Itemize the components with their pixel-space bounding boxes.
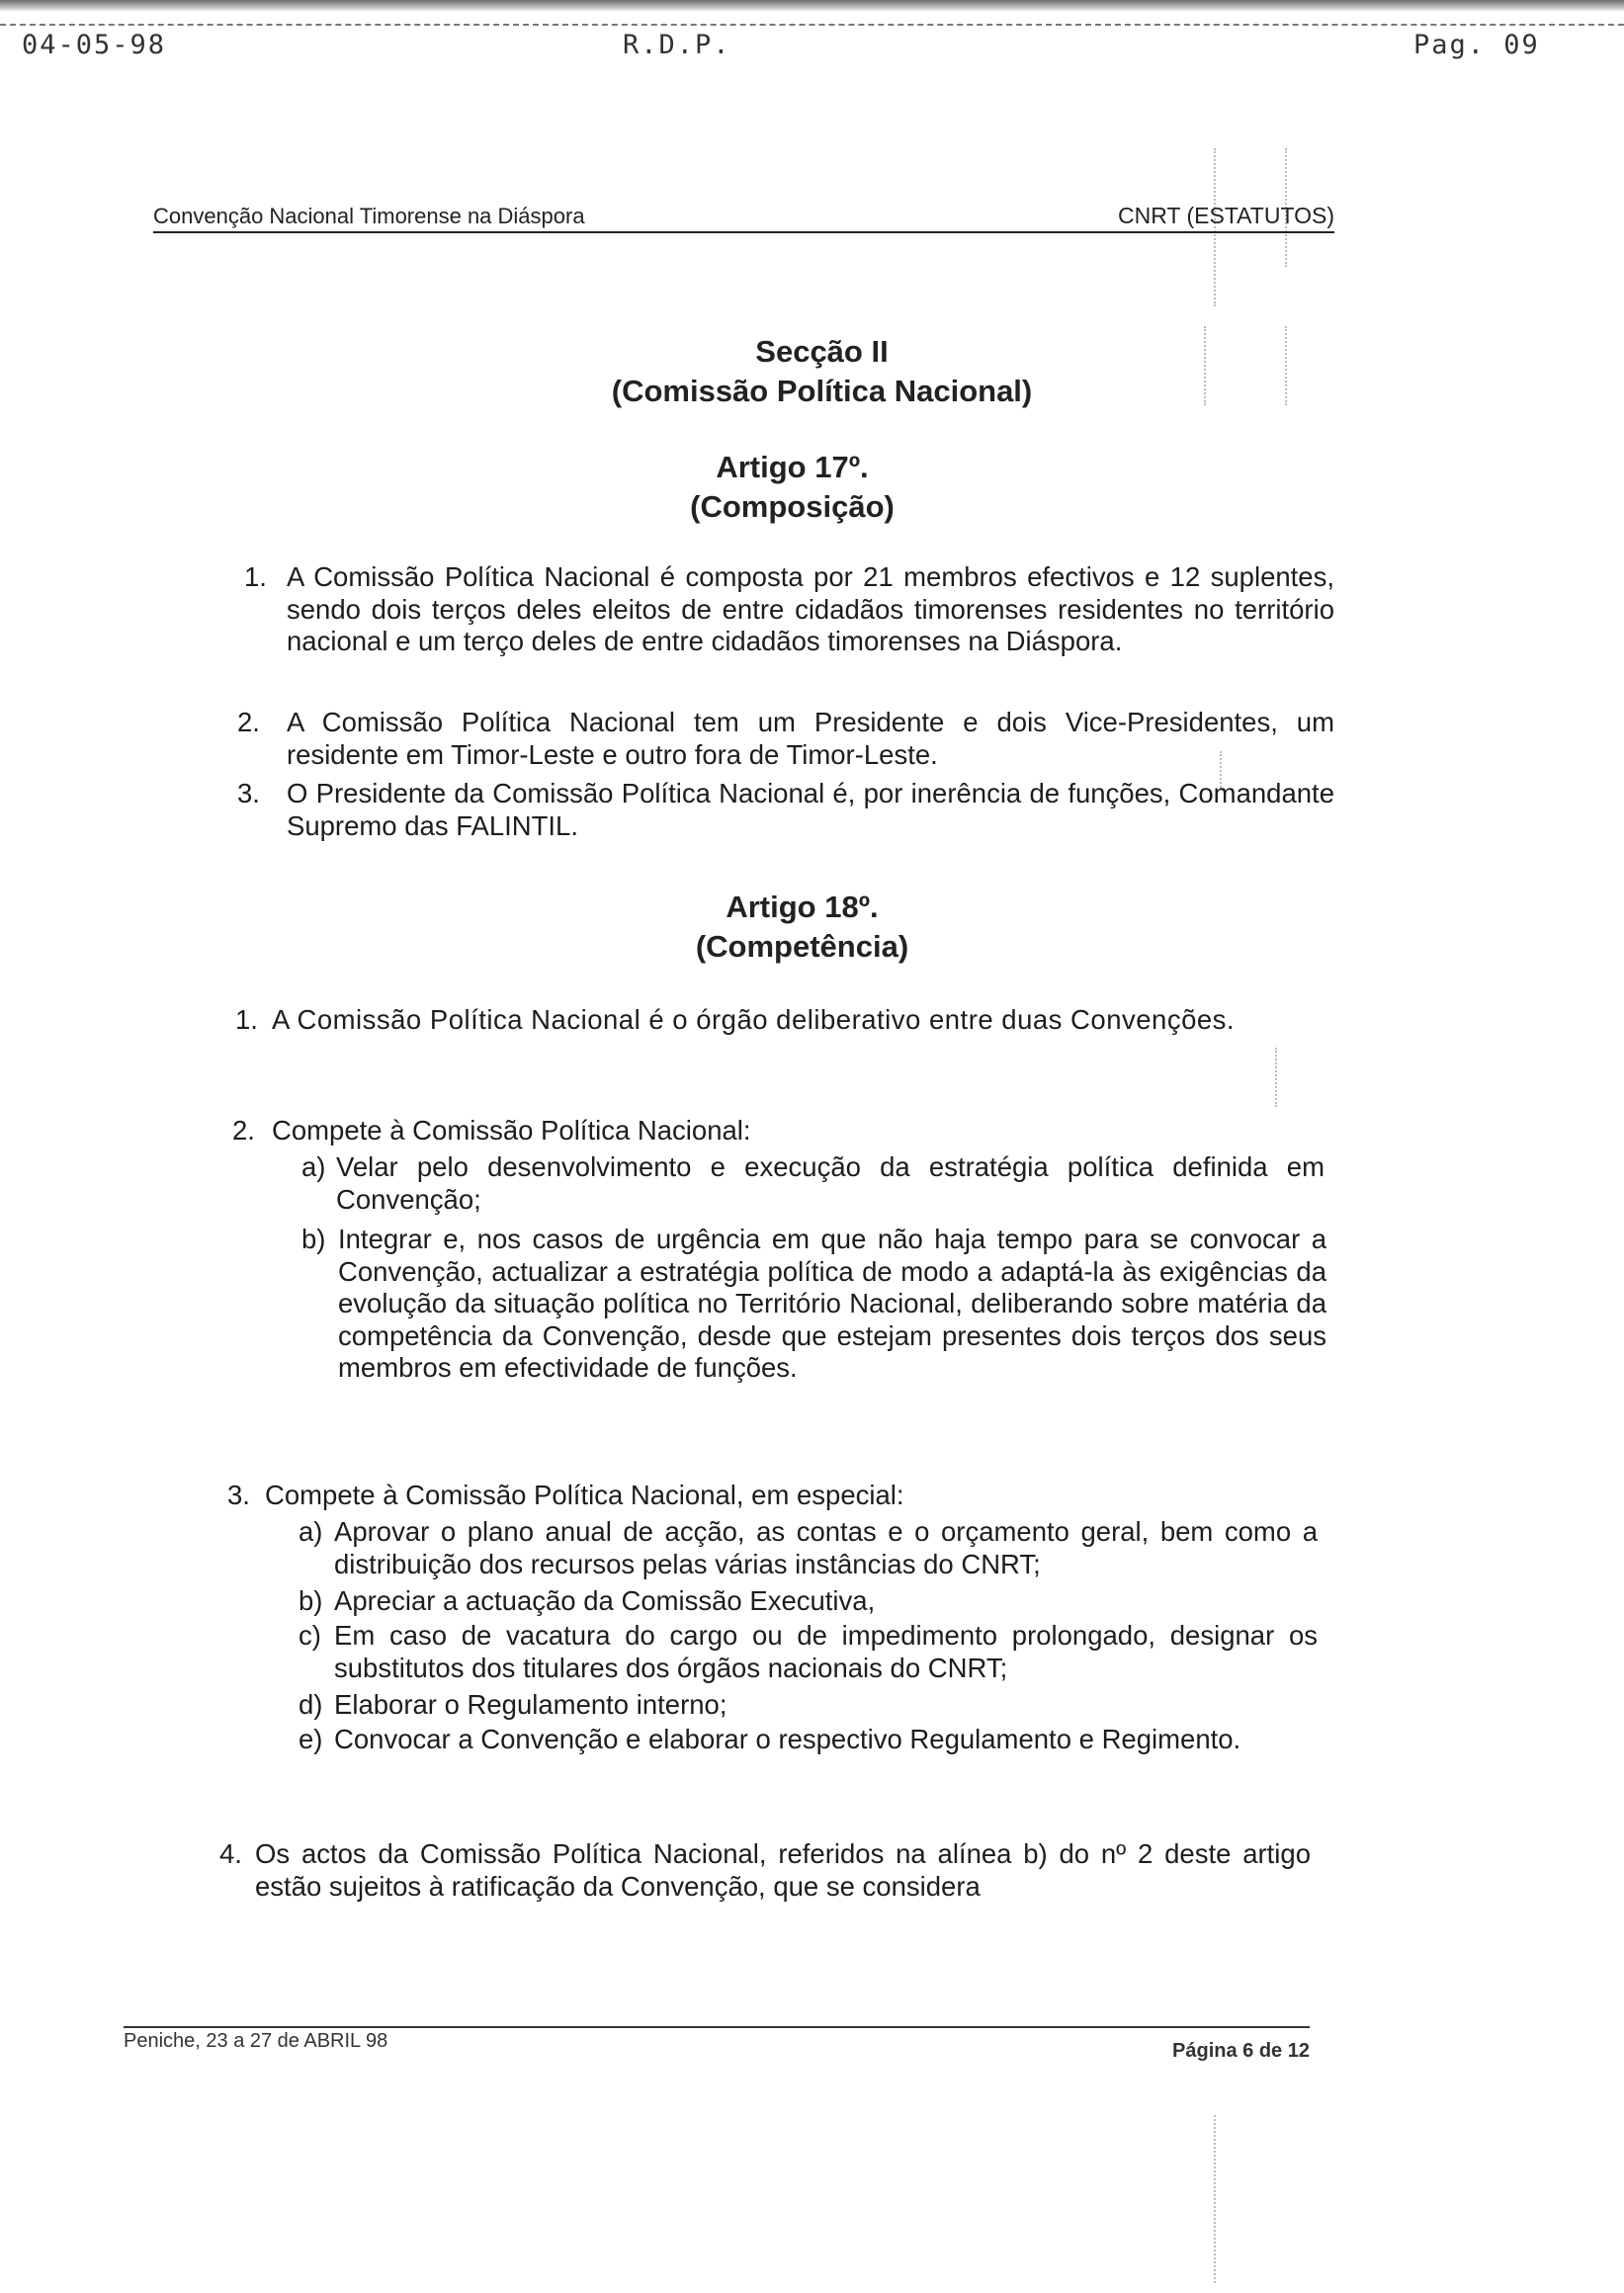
article-18-item-3d: Elaborar o Regulamento interno;: [334, 1689, 727, 1720]
list-number: 2.: [232, 1115, 255, 1146]
list-number: 3.: [227, 1480, 250, 1510]
fax-source: R.D.P.: [623, 30, 731, 60]
article-18-item-1: A Comissão Política Nacional é o órgão deliberativo entre duas Convenções.: [272, 1004, 1236, 1035]
list-number: 3.: [237, 778, 260, 808]
sublist-letter: a): [299, 1516, 323, 1547]
article-17-item-2: A Comissão Política Nacional tem um Presidente e dois Vice-Presidentes, um residente em Timor-Leste e outro fora de Timor-Leste.: [287, 707, 1334, 770]
article-18-item-3a: Aprovar o plano anual de acção, as contas e o orçamento geral, bem como a distribuição dos recursos pelas várias instâncias do CNRT;: [334, 1516, 1318, 1579]
section-subtitle: (Comissão Política Nacional): [611, 374, 1033, 408]
article-18-item-2b: Integrar e, nos casos de urgência em que não haja tempo para se convocar a Convenção, actualizar a estratégia política de modo a adaptá-la às exigências da evolução da situação política no Território Nacional, deliberando sobre matéria da competência da Convenção, desde que estejam presentes dois terços dos seus membros em efectividade de funções.: [338, 1224, 1326, 1383]
article-17-item-3: O Presidente da Comissão Política Nacional é, por inerência de funções, Comandante Supremo das FALINTIL.: [287, 778, 1334, 841]
sublist-letter: b): [299, 1585, 323, 1616]
sublist-letter: d): [299, 1689, 323, 1720]
scan-noise: [1275, 1048, 1277, 1107]
article-17-subtitle: (Composição): [690, 489, 895, 524]
sublist-letter: a): [301, 1151, 326, 1182]
document-footer: [124, 2026, 1310, 2066]
footer-location-date: Peniche, 23 a 27 de ABRIL 98: [124, 2030, 388, 2052]
scan-noise: [1214, 2115, 1216, 2283]
fax-dashed-line: [0, 24, 1624, 26]
sublist-letter: e): [299, 1724, 323, 1754]
footer-page-number: Página 6 de 12: [1172, 2040, 1310, 2062]
fax-page-number: Pag. 09: [1413, 30, 1540, 60]
article-18-subtitle: (Competência): [695, 929, 909, 964]
document-header: [153, 198, 1334, 233]
header-organization: Convenção Nacional Timorense na Diáspora: [153, 204, 585, 228]
list-number: 4.: [219, 1838, 242, 1869]
article-18-item-3c: Em caso de vacatura do cargo ou de impedimento prolongado, designar os substitutos dos titulares dos órgãos nacionais do CNRT;: [334, 1620, 1318, 1683]
article-18-item-3: Compete à Comissão Política Nacional, em especial:: [265, 1480, 904, 1510]
header-document-title: CNRT (ESTATUTOS): [1118, 203, 1334, 228]
list-number: 1.: [244, 561, 267, 592]
article-18-item-2: Compete à Comissão Política Nacional:: [272, 1115, 751, 1146]
article-17-title: Artigo 17º.: [716, 450, 869, 484]
article-18-title: Artigo 18º.: [726, 890, 879, 924]
header-rule: [153, 231, 1334, 233]
section-title: Secção II: [755, 334, 889, 369]
article-18-item-3e: Convocar a Convenção e elaborar o respectivo Regulamento e Regimento.: [334, 1724, 1241, 1754]
list-number: 1.: [235, 1004, 258, 1035]
fax-date: 04-05-98: [22, 30, 167, 60]
fax-scan-band: [0, 0, 1624, 12]
article-18-item-2a: Velar pelo desenvolvimento e execução da estratégia política definida em Convenção;: [336, 1151, 1325, 1215]
list-number: 2.: [237, 707, 260, 737]
article-17-item-1: A Comissão Política Nacional é composta por 21 membros efectivos e 12 suplentes, sendo dois terços deles eleitos de entre cidadãos timorenses residentes no território nacional e um terço deles de entre cidadãos timorenses na Diáspora.: [287, 561, 1334, 656]
article-18-item-4: Os actos da Comissão Política Nacional, referidos na alínea b) do nº 2 deste artigo estão sujeitos à ratificação da Convenção, que se considera: [255, 1838, 1311, 1902]
footer-rule: [124, 2026, 1310, 2028]
article-18-item-3b: Apreciar a actuação da Comissão Executiva,: [334, 1585, 876, 1616]
sublist-letter: c): [299, 1620, 321, 1651]
sublist-letter: b): [301, 1224, 326, 1254]
